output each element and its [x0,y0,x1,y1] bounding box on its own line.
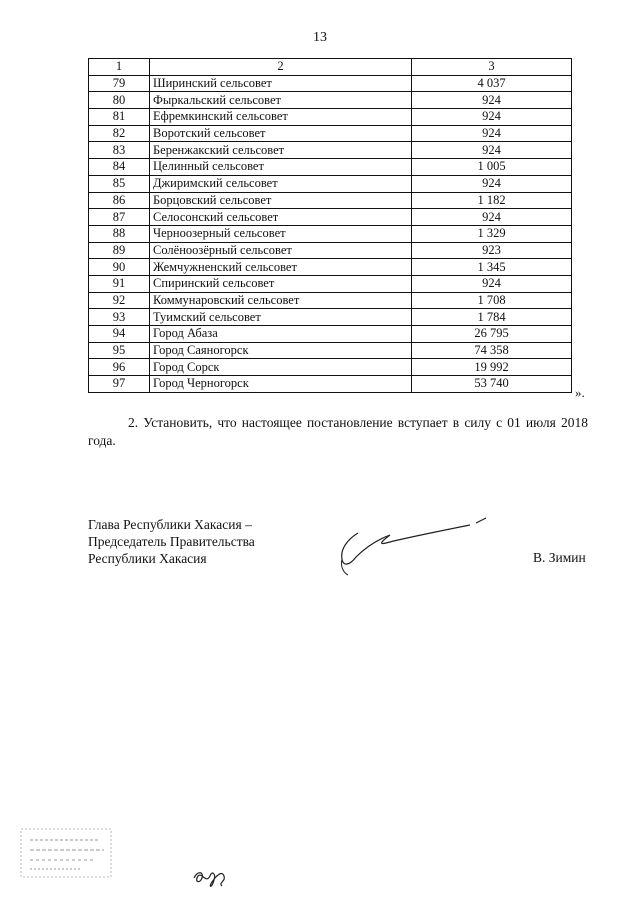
municipality-name: Воротский сельсовет [150,125,412,142]
row-value: 1 345 [412,259,572,276]
row-value: 923 [412,242,572,259]
row-number: 91 [89,275,150,292]
row-number: 87 [89,209,150,226]
closing-quote-mark: ». [575,385,585,400]
row-number: 79 [89,75,150,92]
table-row [89,309,572,326]
row-value: 924 [412,142,572,159]
column-header: 2 [150,59,412,76]
municipality-name: Ефремкинский сельсовет [150,109,412,126]
municipality-name: Черноозерный сельсовет [150,225,412,242]
row-value: 74 358 [412,342,572,359]
row-value: 1 005 [412,159,572,176]
row-number: 80 [89,92,150,109]
registration-stamp [20,828,112,878]
table-row [89,175,572,192]
municipality-name: Город Сорск [150,359,412,376]
row-value: 924 [412,209,572,226]
row-number: 93 [89,309,150,326]
handwritten-initials [190,862,240,892]
paragraph-effective-date: 2. Установить, что настоящее постановление вступает в силу с 01 июля 2018 года. [88,415,588,448]
signatory-name: В. Зимин [533,550,586,565]
table-row [89,225,572,242]
column-header: 1 [89,59,150,76]
row-value: 924 [412,175,572,192]
municipality-name: Ширинский сельсовет [150,75,412,92]
table-row [89,359,572,376]
table-row [89,109,572,126]
signatory-title-line: Председатель Правительства [88,534,255,549]
table-row [89,192,572,209]
data-table [88,58,572,393]
signatory-title [88,516,255,567]
table-row [89,142,572,159]
municipality-name: Коммунаровский сельсовет [150,292,412,309]
table-row [89,209,572,226]
table-row [89,242,572,259]
row-value: 1 182 [412,192,572,209]
row-number: 88 [89,225,150,242]
handwritten-signature [330,515,500,585]
row-value: 4 037 [412,75,572,92]
municipality-name: Жемчужненский сельсовет [150,259,412,276]
table-body [89,75,572,392]
table-row [89,159,572,176]
municipality-name: Селосонский сельсовет [150,209,412,226]
row-number: 81 [89,109,150,126]
municipality-name: Фыркальский сельсовет [150,92,412,109]
signatory-title-line: Республики Хакасия [88,551,207,566]
municipality-name: Целинный сельсовет [150,159,412,176]
municipality-name: Солёноозёрный сельсовет [150,242,412,259]
page-number: 13 [313,30,327,45]
municipality-name: Борцовский сельсовет [150,192,412,209]
municipality-name: Туимский сельсовет [150,309,412,326]
row-number: 82 [89,125,150,142]
row-number: 90 [89,259,150,276]
table-row [89,326,572,343]
row-number: 97 [89,376,150,393]
table-header-row [89,59,572,76]
row-value: 924 [412,92,572,109]
row-value: 1 784 [412,309,572,326]
row-number: 92 [89,292,150,309]
signatory-title-line: Глава Республики Хакасия – [88,517,252,532]
municipality-name: Город Черногорск [150,376,412,393]
row-value: 924 [412,125,572,142]
row-number: 94 [89,326,150,343]
table-row [89,275,572,292]
row-number: 83 [89,142,150,159]
row-number: 86 [89,192,150,209]
row-value: 924 [412,275,572,292]
municipality-name: Город Саяногорск [150,342,412,359]
row-number: 95 [89,342,150,359]
table-row [89,125,572,142]
table-row [89,376,572,393]
table-row [89,92,572,109]
municipality-name: Спиринский сельсовет [150,275,412,292]
row-value: 53 740 [412,376,572,393]
table-row [89,342,572,359]
municipality-name: Джиримский сельсовет [150,175,412,192]
row-number: 84 [89,159,150,176]
row-number: 85 [89,175,150,192]
municipality-name: Беренжакский сельсовет [150,142,412,159]
row-value: 1 329 [412,225,572,242]
row-number: 96 [89,359,150,376]
row-value: 924 [412,109,572,126]
row-value: 26 795 [412,326,572,343]
column-header: 3 [412,59,572,76]
table-row [89,292,572,309]
table-row [89,75,572,92]
table-row [89,259,572,276]
row-value: 1 708 [412,292,572,309]
row-value: 19 992 [412,359,572,376]
row-number: 89 [89,242,150,259]
municipality-name: Город Абаза [150,326,412,343]
